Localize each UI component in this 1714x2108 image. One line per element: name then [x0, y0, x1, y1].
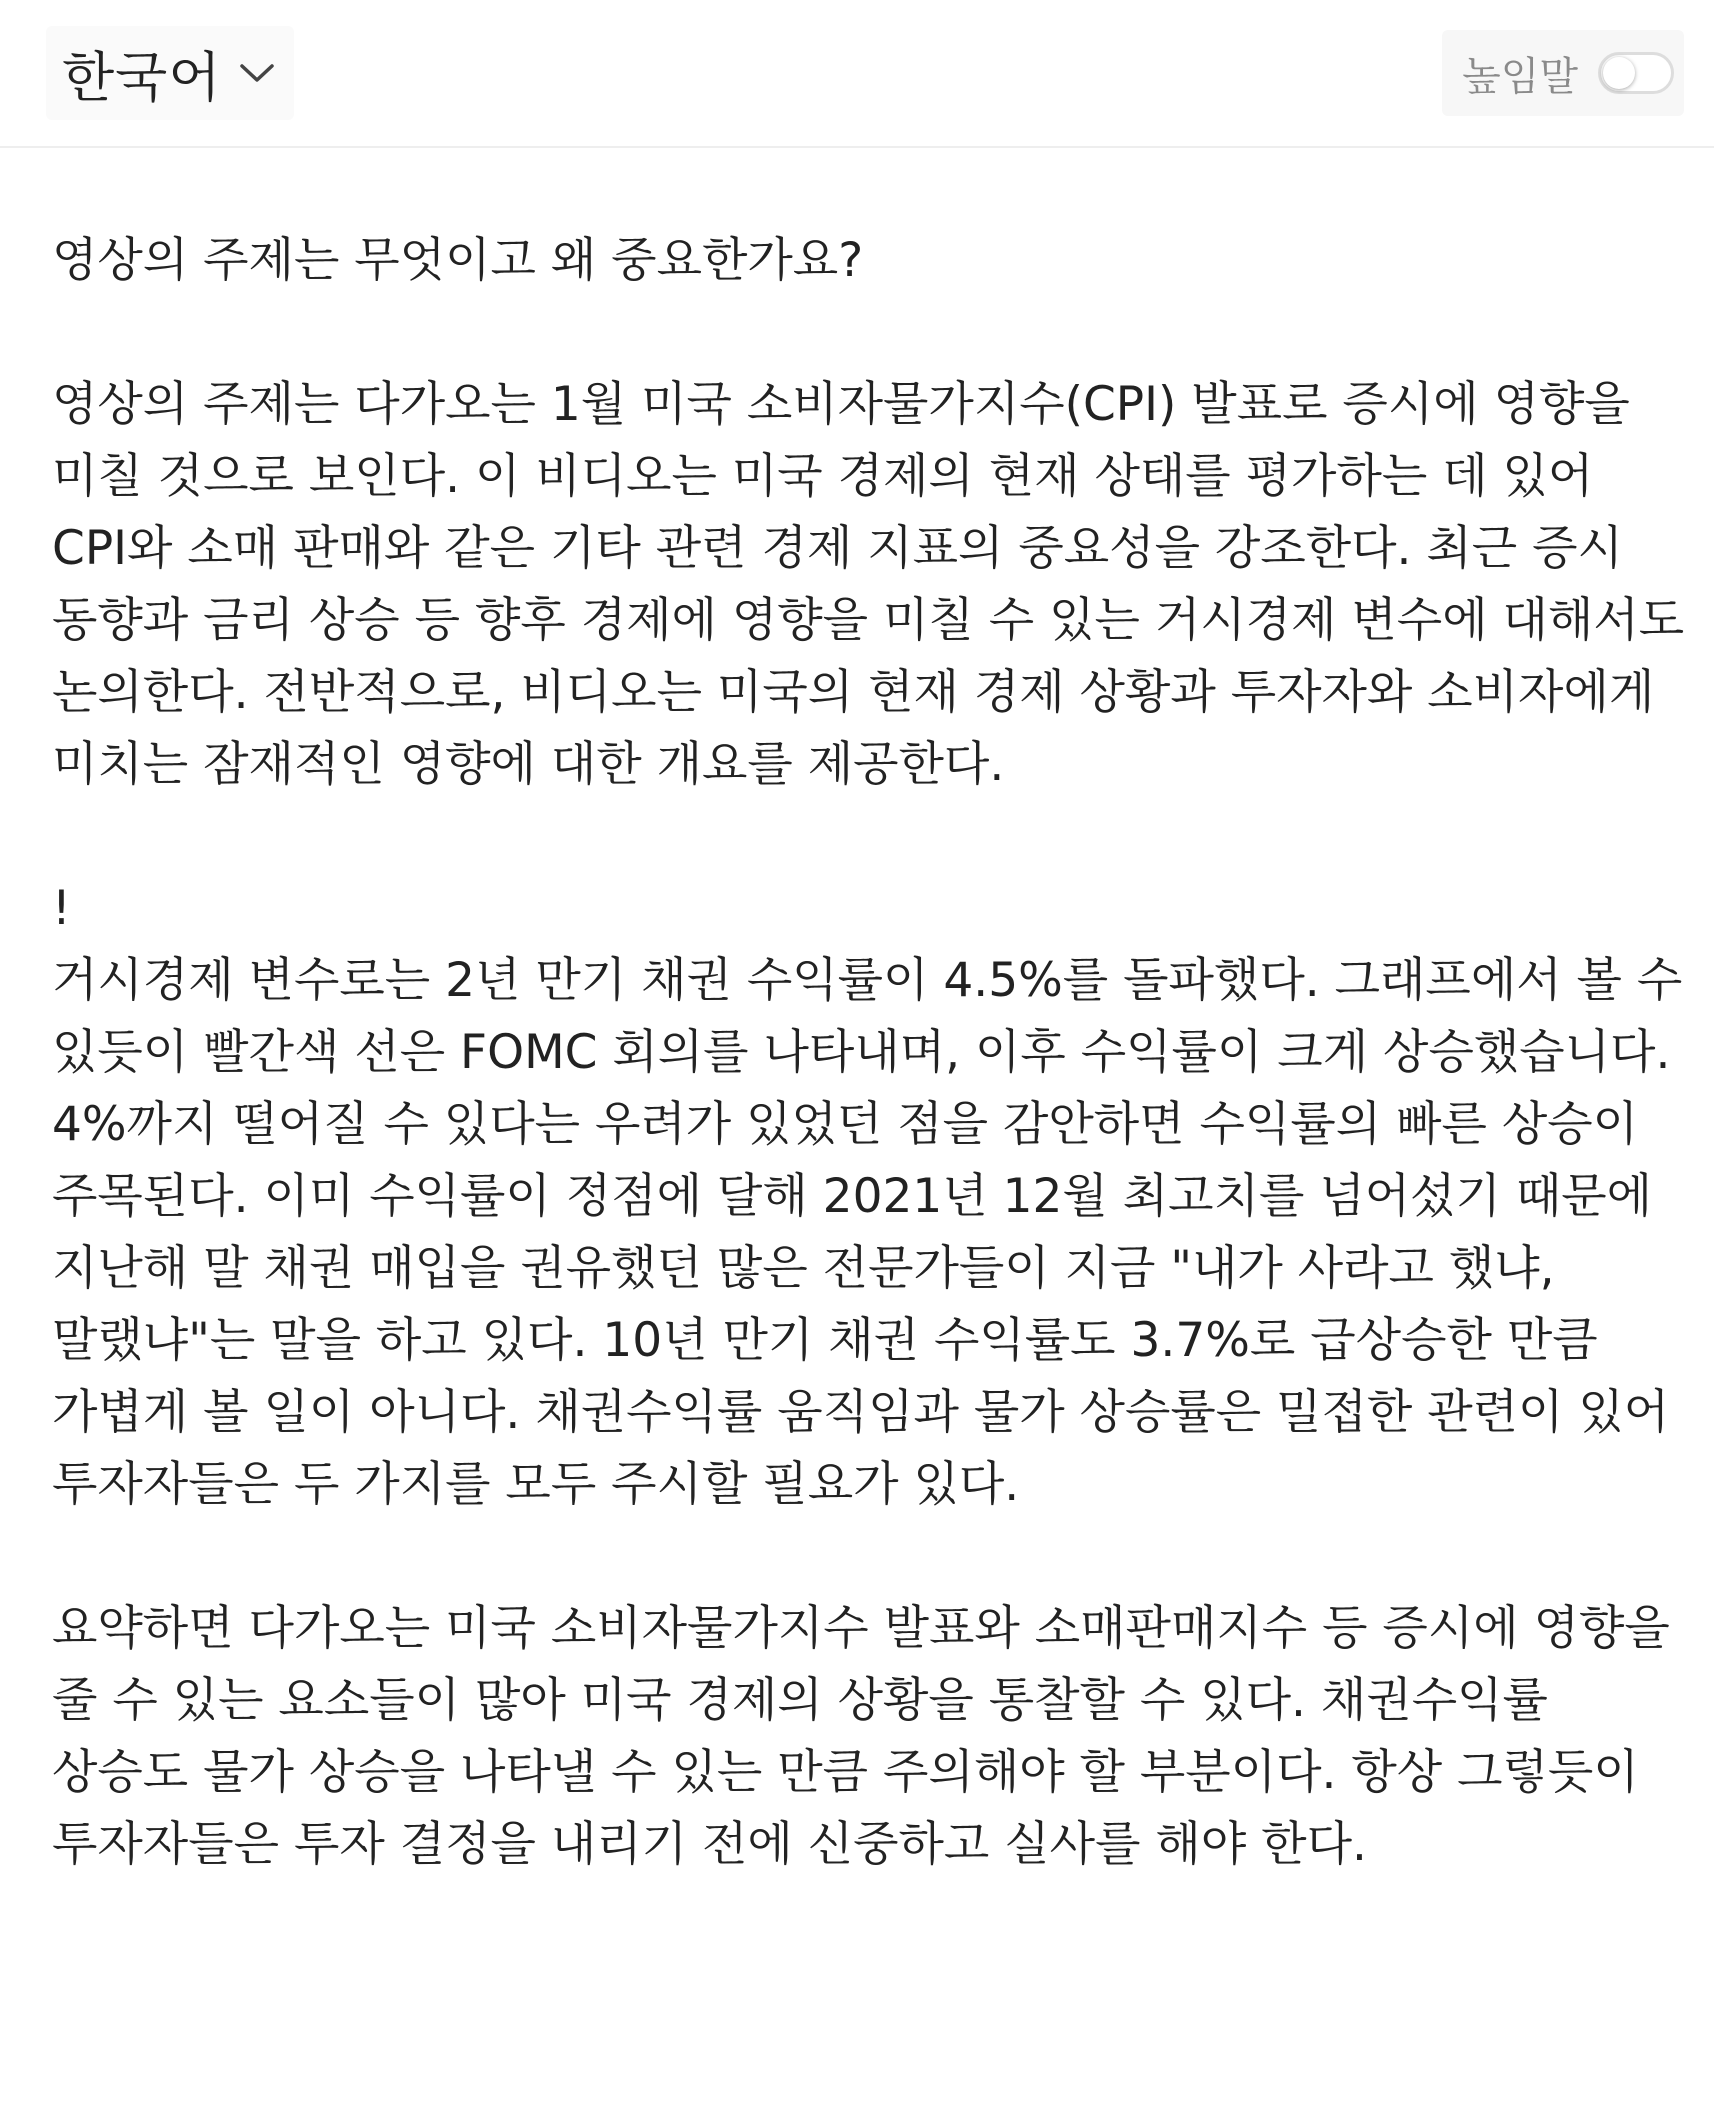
- honorific-toggle[interactable]: [1598, 52, 1674, 94]
- paragraph-gap: [52, 1521, 1692, 1593]
- honorific-label: 높임말: [1462, 53, 1578, 100]
- macro-paragraph: 거시경제 변수로는 2년 만기 채권 수익률이 4.5%를 돌파했다. 그래프에서 볼 수 있듯이 빨간색 선은 FOMC 회의를 나타내며, 이후 수익률이 크게 상승했습니다. 4%까지 떨어질 수 있다는 우려가 있었던 점을 감안하면 수익률의 빠른 상승이 주목된다. 이미 수익률이 정점에 달해 2021년 12월 최고치를 넘어섰기 때문에 지난해 말 채권 매입을 권유했던 많은 전문가들이 지금 "내가 사라고 했냐, 말랬냐"는 말을 하고 있다. 10년 만기 채권 수익률도 3.7%로 급상승한 만큼 가볍게 볼 일이 아니다. 채권수익률 움직임과 물가 상승률은 밀접한 관련이 있어 투자자들은 두 가지를 모두 주시할 필요가 있다.: [52, 953, 1698, 1512]
- question-text: 영상의 주제는 무엇이고 왜 중요한가요?: [52, 233, 864, 288]
- top-bar: [0, 0, 1714, 148]
- chevron-down-icon: [238, 58, 276, 88]
- answer-paragraph: 영상의 주제는 다가오는 1월 미국 소비자물가지수(CPI) 발표로 증시에 영향을 미칠 것으로 보인다. 이 비디오는 미국 경제의 현재 상태를 평가하는 데 있어 CPI와 소매 판매와 같은 기타 관련 경제 지표의 중요성을 강조한다. 최근 증시 동향과 금리 상승 등 향후 경제에 영향을 미칠 수 있는 거시경제 변수에 대해서도 논의한다. 전반적으로, 비디오는 미국의 현재 경제 상황과 투자자와 소비자에게 미치는 잠재적인 영향에 대한 개요를 제공한다.: [52, 377, 1700, 792]
- toggle-knob: [1603, 57, 1635, 89]
- exclamation-text: !: [52, 881, 71, 936]
- paragraph-gap: [52, 801, 1692, 873]
- honorific-control: [1442, 30, 1684, 116]
- language-label: 한국어: [62, 45, 222, 109]
- summary-paragraph: 요약하면 다가오는 미국 소비자물가지수 발표와 소매판매지수 등 증시에 영향을 줄 수 있는 요소들이 많아 미국 경제의 상황을 통찰할 수 있다. 채권수익률 상승도 물가 상승을 나타낼 수 있는 만큼 주의해야 할 부분이다. 항상 그렇듯이 투자자들은 투자 결정을 내리기 전에 신중하고 실사를 해야 한다.: [52, 1601, 1685, 1872]
- translation-content: [52, 225, 1700, 1881]
- language-selector[interactable]: [46, 26, 294, 120]
